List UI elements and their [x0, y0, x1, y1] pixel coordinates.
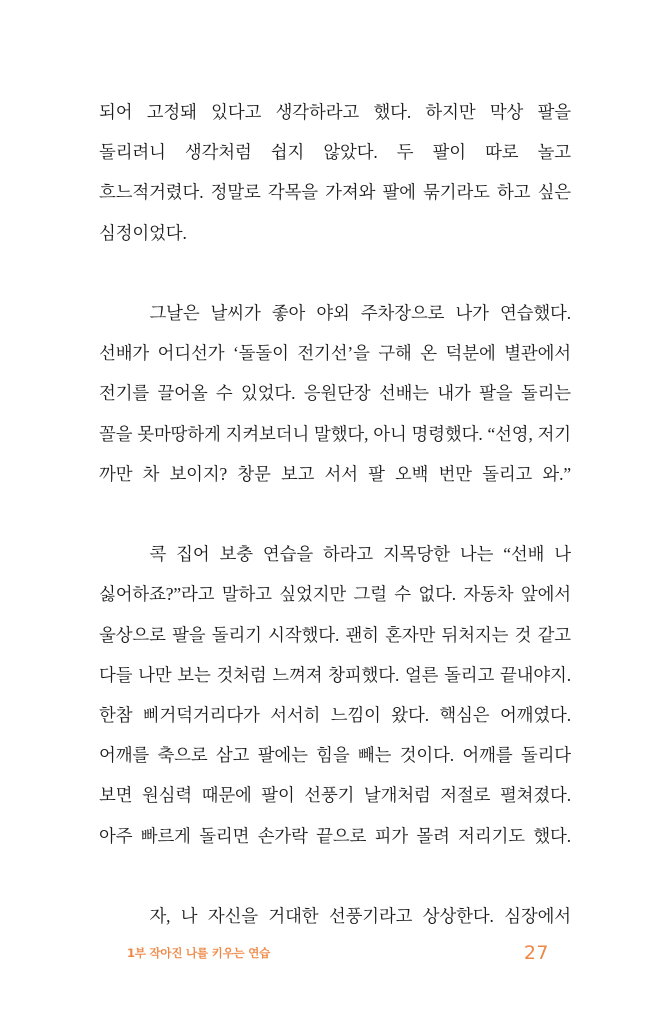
- paragraph: 그날은 날씨가 좋아 야외 주차장으로 나가 연습했다. 선배가 어디선가 ‘돌돌이 전기선’을 구해 온 덕분에 별관에서 전기를 끌어올 수 있었다. 응원단장 선배는 내가 팔을 돌리는 꼴을 못마땅하게 지켜보더니 말했다, 아니 명령했다. “선영, 저기 까만 차 보이지? 창문 보고 서서 팔 오백 번만 돌리고 와.”: [99, 303, 571, 484]
- page-number: 27: [523, 942, 549, 964]
- paragraph: 되어 고정돼 있다고 생각하라고 했다. 하지만 막상 팔을 돌리려니 생각처럼 쉽지 않았다. 두 팔이 따로 놀고 흐느적거렸다. 정말로 각목을 가져와 팔에 묶기라도 하고 싶은 심정이었다.: [99, 102, 571, 243]
- paragraph: 콕 집어 보충 연습을 하라고 지목당한 나는 “선배 나 싫어하죠?”라고 말하고 싶었지만 그럴 수 없다. 자동차 앞에서 울상으로 팔을 돌리기 시작했다. 괜히 혼자만 뒤처지는 것 같고 다들 나만 보는 것처럼 느껴져 창피했다. 얼른 돌리고 끝내야지. 한참 삐거덕거리다가 서서히 느낌이 왔다. 핵심은 어깨였다. 어깨를 축으로 삼고 팔에는 힘을 빼는 것이다. 어깨를 돌리다 보면 원심력 때문에 팔이 선풍기 날개처럼 저절로 펼쳐졌다. 아주 빠르게 돌리면 손가락 끝으로 피가 몰려 저리기도 했다.: [99, 544, 571, 846]
- body-text-block: [99, 92, 571, 976]
- paragraph: 자, 나 자신을 거대한 선풍기라고 상상한다. 심장에서: [149, 906, 571, 927]
- page-footer: [99, 938, 571, 968]
- running-head: 1부 작아진 나를 키우는 연습: [127, 946, 271, 960]
